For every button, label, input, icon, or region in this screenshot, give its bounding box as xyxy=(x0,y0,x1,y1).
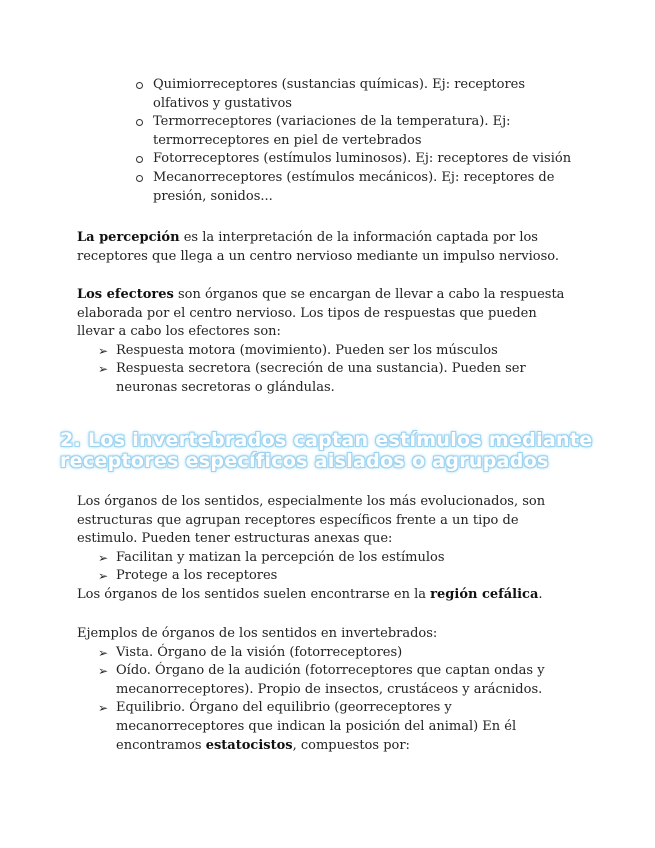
list-item: ➢ Vista. Órgano de la visión (fotorreceptores) xyxy=(116,644,577,663)
organs-intro: Los órganos de los sentidos, especialmente los más evolucionados, son estructuras que agrupan receptores específicos frente a un tipo de estimulo. Pueden tener estructuras anexas que: xyxy=(77,494,546,547)
list-item: ➢ Oído. Órgano de la audición (fotorreceptores que captan ondas y mecanorreceptores). Propio de insectos, crustáceos y arácnidos. xyxy=(98,663,545,697)
list-item: Fotorreceptores (estímulos luminosos). Ej: receptores de visión xyxy=(153,150,573,169)
arrow-bullet-icon: ➢ xyxy=(98,645,109,660)
section-heading xyxy=(60,430,620,472)
perception-term: La percepción xyxy=(77,230,180,245)
arrow-bullet-icon: ➢ xyxy=(98,550,109,565)
section-heading-line: receptores específicos aislados o agrupados xyxy=(60,450,549,472)
effectors-list xyxy=(77,342,577,398)
arrow-bullet-icon: ➢ xyxy=(98,343,109,358)
list-item: Mecanorreceptores (estímulos mecánicos). Ej: receptores de presión, sonidos... xyxy=(153,169,573,206)
effectors-section xyxy=(77,286,577,398)
section-heading-line: 2. Los invertebrados captan estímulos mediante xyxy=(60,429,593,451)
list-item: ➢ Respuesta secretora (secreción de una sustancia). Pueden ser neuronas secretoras o glándulas. xyxy=(98,361,526,395)
list-item: ➢ Facilitan y matizan la percepción de los estímulos xyxy=(116,549,577,568)
examples-list xyxy=(77,644,577,756)
effectors-text: son órganos que se encargan de llevar a cabo la respuesta elaborada por el centro nervioso. Los tipos de respuestas que pueden llevar a cabo los efectores son: xyxy=(77,287,565,340)
list-item: ➢ Equilibrio. Órgano del equilibrio (georreceptores y mecanorreceptores que indican la posición del animal) En él encontramos estatocistos, compuestos por: xyxy=(98,700,517,753)
arrow-bullet-icon: ➢ xyxy=(98,664,109,679)
organs-location: Los órganos de los sentidos suelen encontrarse en la región cefálica. xyxy=(77,586,543,602)
effectors-term: Los efectores xyxy=(77,287,174,302)
examples-section xyxy=(77,625,577,755)
arrow-bullet-icon: ➢ xyxy=(98,569,109,584)
organs-section xyxy=(77,493,577,605)
arrow-bullet-icon: ➢ xyxy=(98,362,109,377)
statocyst-term: estatocistos xyxy=(205,737,293,753)
perception-text: es la interpretación de la información captada por los receptores que llega a un centro nervioso mediante un impulso nervioso. xyxy=(77,230,559,264)
examples-intro: Ejemplos de órganos de los sentidos en invertebrados: xyxy=(77,626,438,641)
region-term: región cefálica xyxy=(430,586,539,602)
list-item: ➢ Respuesta motora (movimiento). Pueden ser los músculos xyxy=(116,342,577,361)
arrow-bullet-icon: ➢ xyxy=(98,701,109,716)
receptor-types-list xyxy=(153,76,573,206)
organs-list xyxy=(77,549,577,586)
effectors-paragraph xyxy=(77,286,577,342)
list-item: Termorreceptores (variaciones de la temperatura). Ej: termorreceptores en piel de vertebrados xyxy=(153,113,573,150)
list-item: Quimiorreceptores (sustancias químicas). Ej: receptores olfativos y gustativos xyxy=(153,76,573,113)
perception-paragraph xyxy=(77,229,577,266)
list-item: ➢ Protege a los receptores xyxy=(116,567,577,586)
